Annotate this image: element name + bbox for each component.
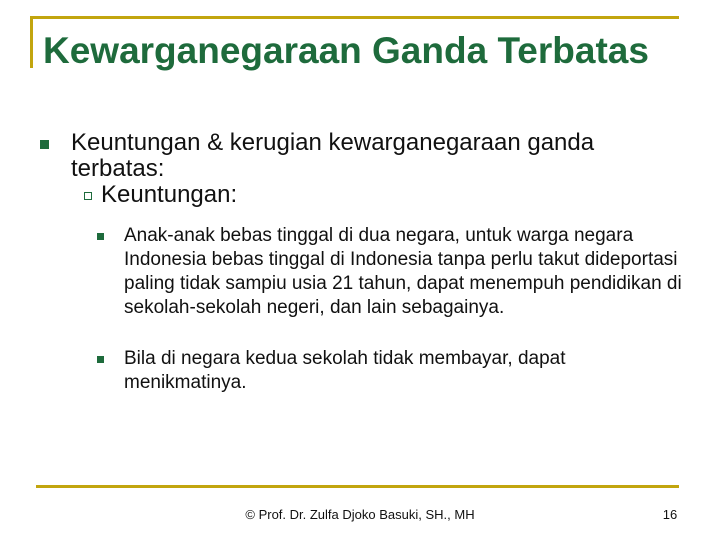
square-bullet-icon	[97, 356, 104, 363]
frame-top-line	[30, 16, 679, 19]
sub-bullet-text: Keuntungan:	[101, 181, 238, 208]
footer-credit: © Prof. Dr. Zulfa Djoko Basuki, SH., MH	[245, 507, 475, 522]
point-text: Anak-anak bebas tinggal di dua negara, untuk warga negara Indonesia bebas tinggal di Indonesia tanpa perlu takut dideportasi paling tidak sampiu usia 21 tahun, dapat menempuh pendidikan di sekolah-sekolah negeri, dan lain sebagainya.	[124, 225, 682, 318]
square-bullet-icon	[40, 140, 49, 149]
bullet-text: Keuntungan & kerugian kewarganegaraan ganda terbatas:	[71, 129, 595, 182]
page-number: 16	[662, 507, 678, 522]
square-bullet-icon	[97, 233, 104, 240]
hollow-square-bullet-icon	[84, 192, 92, 200]
slide-title: Kewarganegaraan Ganda Terbatas	[43, 30, 649, 71]
frame-left-line	[30, 16, 33, 68]
frame-bottom-line	[36, 485, 679, 488]
point-text: Bila di negara kedua sekolah tidak membayar, dapat menikmatinya.	[124, 348, 566, 393]
